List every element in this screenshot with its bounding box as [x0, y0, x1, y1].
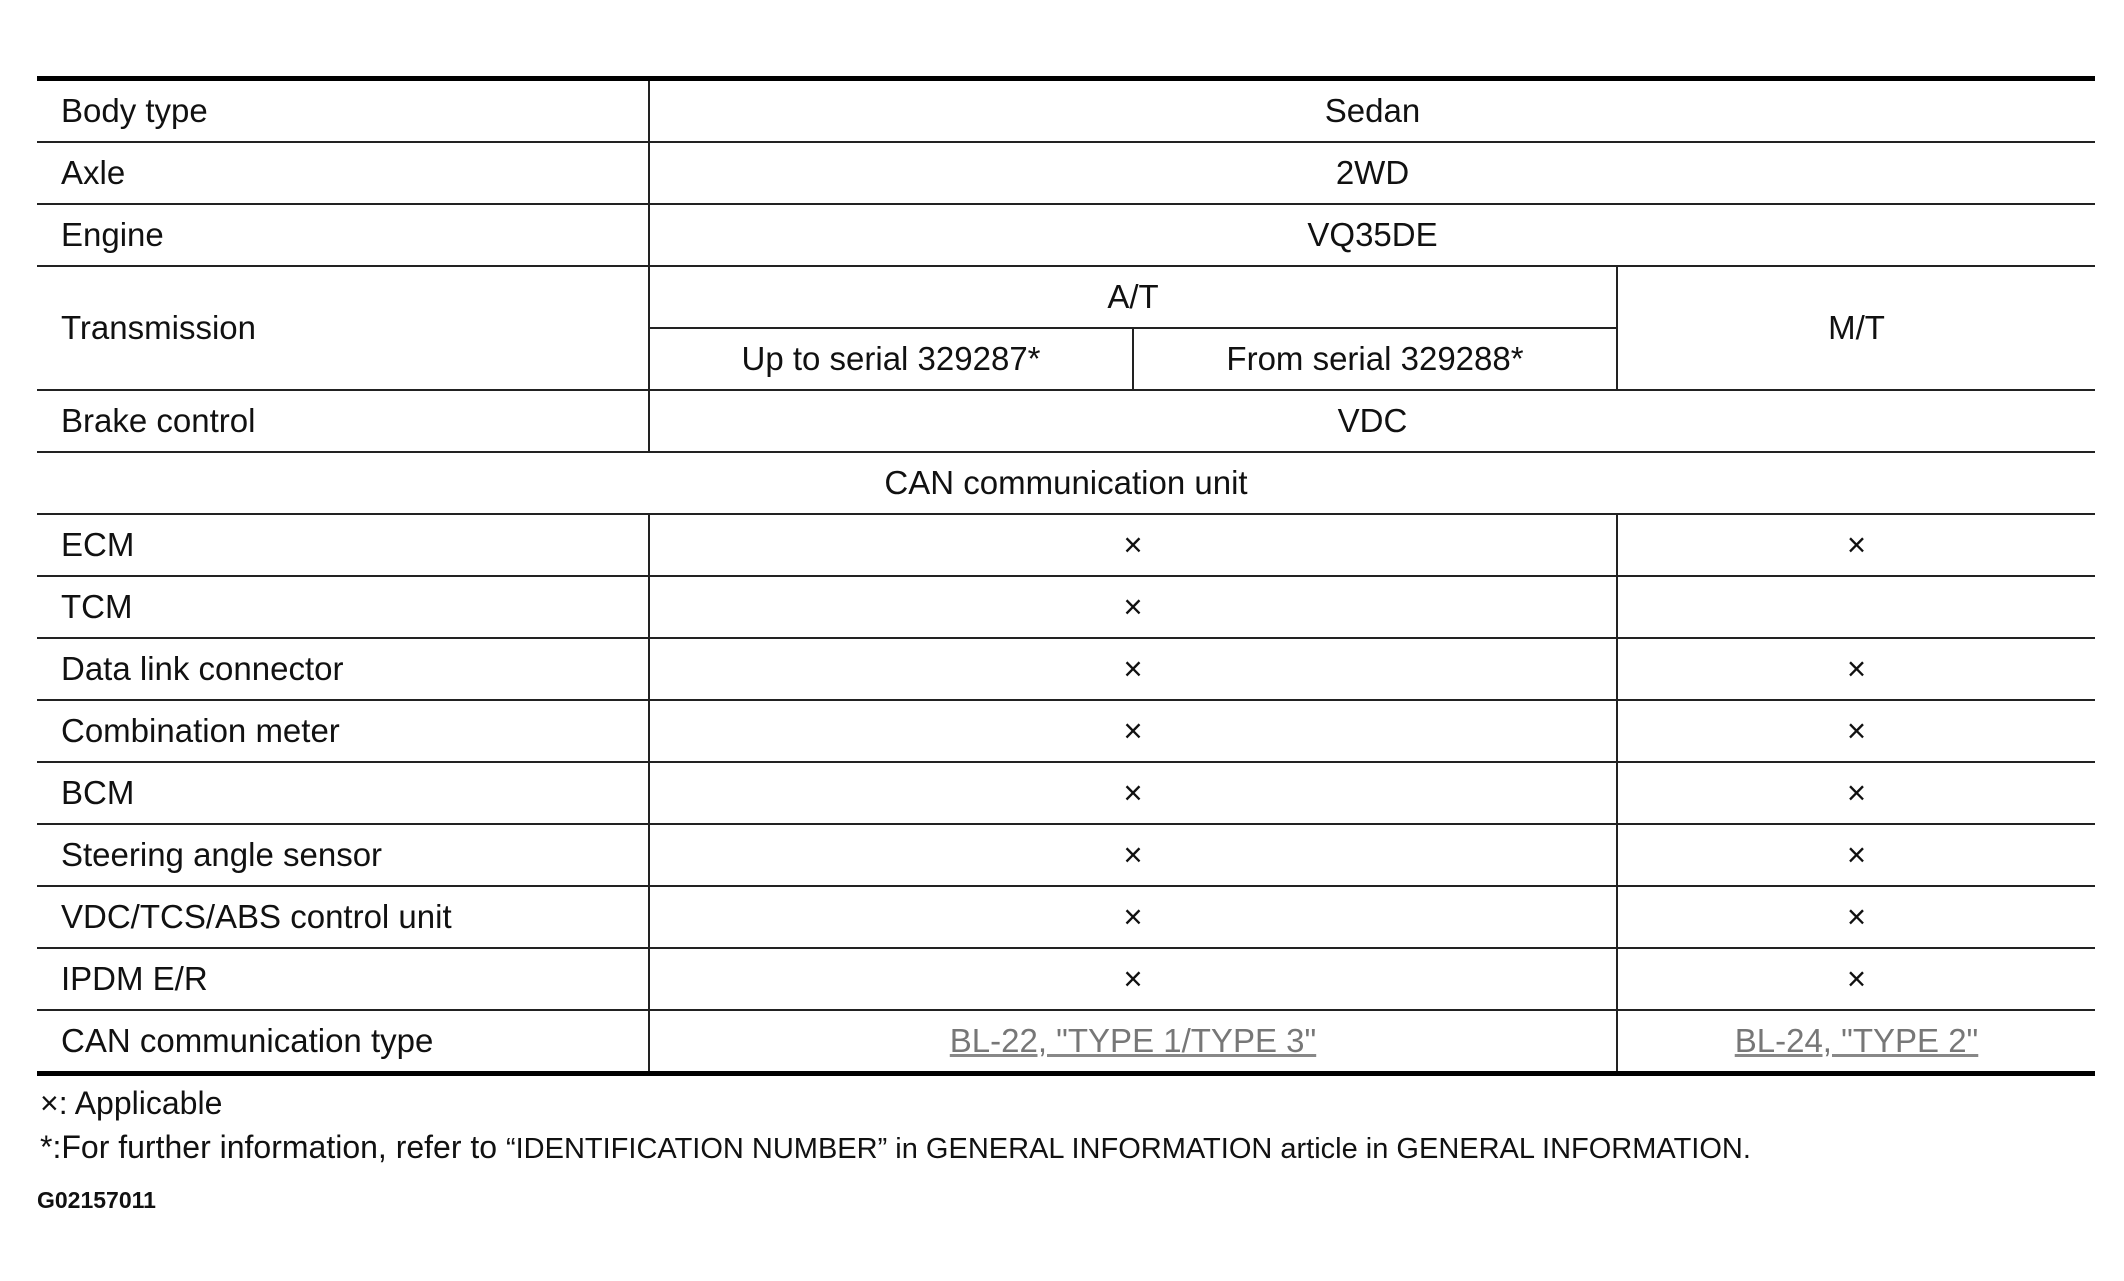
table-row — [37, 266, 2095, 328]
axle-label: Axle — [37, 142, 649, 204]
table-row — [37, 142, 2095, 204]
at-applicable-mark: × — [649, 824, 1617, 886]
figure-id: G02157011 — [37, 1187, 156, 1213]
mt-applicable-mark: × — [1617, 514, 2095, 576]
unit-label: Data link connector — [37, 638, 649, 700]
at-applicable-mark: × — [649, 576, 1617, 638]
further-info-rest: “IDENTIFICATION NUMBER” in GENERAL INFORMATION article in GENERAL INFORMATION. — [505, 1133, 1751, 1165]
at-applicable-mark: × — [649, 762, 1617, 824]
unit-label: BCM — [37, 762, 649, 824]
body-type-value: Sedan — [649, 79, 2095, 143]
at-applicable-mark: × — [649, 886, 1617, 948]
at-applicable-mark: × — [649, 700, 1617, 762]
can-communication-unit-header: CAN communication unit — [37, 452, 2095, 514]
table-row — [37, 576, 2095, 638]
transmission-mt-header: M/T — [1617, 266, 2095, 390]
at-serial-from: From serial 329288* — [1133, 328, 1617, 390]
applicable-note: ×: Applicable — [40, 1085, 223, 1121]
mt-applicable-mark: × — [1617, 700, 2095, 762]
table-row — [37, 452, 2095, 514]
engine-value: VQ35DE — [649, 204, 2095, 266]
mt-applicable-mark — [1617, 576, 2095, 638]
unit-label: ECM — [37, 514, 649, 576]
can-type-at-link[interactable]: BL-22, "TYPE 1/TYPE 3" — [949, 1022, 1317, 1059]
table-row — [37, 1010, 2095, 1074]
further-info-prefix: *:For further information, refer to — [40, 1129, 498, 1165]
table-row — [37, 886, 2095, 948]
table-row — [37, 824, 2095, 886]
at-applicable-mark: × — [649, 514, 1617, 576]
table-row — [37, 514, 2095, 576]
transmission-label: Transmission — [37, 266, 649, 390]
body-type-label: Body type — [37, 79, 649, 143]
mt-applicable-mark: × — [1617, 886, 2095, 948]
table-row — [37, 79, 2095, 143]
further-info-note — [40, 1129, 1751, 1166]
can-communication-type-label: CAN communication type — [37, 1010, 649, 1074]
mt-applicable-mark: × — [1617, 948, 2095, 1010]
brake-control-value: VDC — [649, 390, 2095, 452]
table-row — [37, 762, 2095, 824]
table-row — [37, 638, 2095, 700]
unit-label: Combination meter — [37, 700, 649, 762]
can-type-at-cell — [649, 1010, 1617, 1074]
brake-control-label: Brake control — [37, 390, 649, 452]
mt-applicable-mark: × — [1617, 638, 2095, 700]
mt-applicable-mark: × — [1617, 762, 2095, 824]
table-row — [37, 700, 2095, 762]
table-row — [37, 204, 2095, 266]
at-applicable-mark: × — [649, 948, 1617, 1010]
mt-applicable-mark: × — [1617, 824, 2095, 886]
transmission-at-header: A/T — [649, 266, 1617, 328]
at-serial-up-to: Up to serial 329287* — [649, 328, 1133, 390]
can-type-mt-link[interactable]: BL-24, "TYPE 2" — [1734, 1022, 1979, 1059]
table-row — [37, 390, 2095, 452]
engine-label: Engine — [37, 204, 649, 266]
unit-label: VDC/TCS/ABS control unit — [37, 886, 649, 948]
axle-value: 2WD — [649, 142, 2095, 204]
can-type-mt-cell — [1617, 1010, 2095, 1074]
table-row — [37, 948, 2095, 1010]
can-system-spec-table — [37, 76, 2095, 1076]
unit-label: Steering angle sensor — [37, 824, 649, 886]
unit-label: IPDM E/R — [37, 948, 649, 1010]
unit-label: TCM — [37, 576, 649, 638]
at-applicable-mark: × — [649, 638, 1617, 700]
